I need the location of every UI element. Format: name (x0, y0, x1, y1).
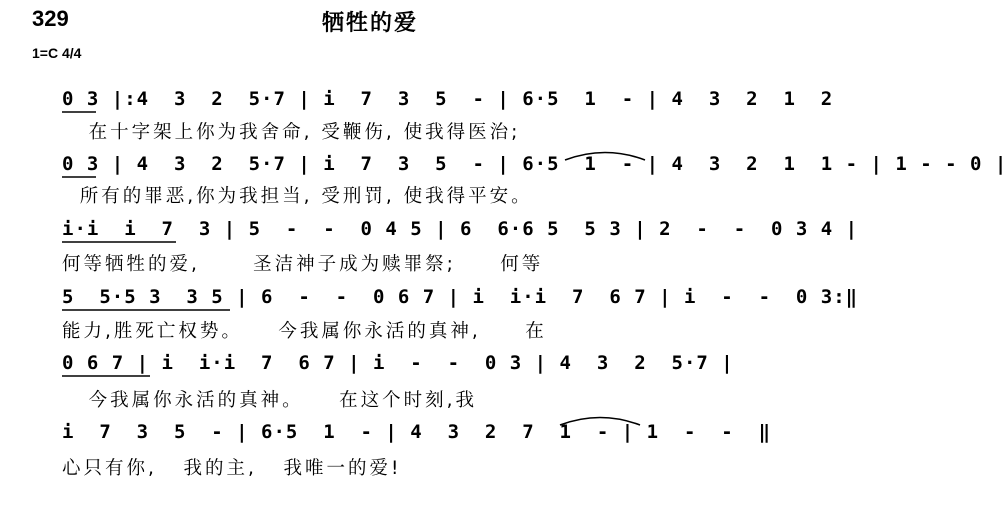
lyric-line-3: 何等牺牲的爱, 圣洁神子成为赎罪祭; 何等 (62, 254, 544, 275)
hymn-title: 牺牲的爱 (322, 11, 419, 36)
lyric-line-6: 心只有你, 我的主, 我唯一的爱! (62, 458, 402, 479)
tie-arc (565, 153, 645, 161)
notation-line-1: 0 3 |:4 3 2 5·7 | i 7 3 5 - | 6·5 1 - | 4 3 2 1 2 (62, 88, 834, 110)
lyric-line-4: 能力,胜死亡权势。 今我属你永活的真神, 在 (62, 321, 547, 342)
lyric-line-1: 在十字架上你为我舍命, 受鞭伤, 使我得医治; (62, 122, 521, 143)
key-signature: 1=C 4/4 (32, 45, 82, 61)
notation-line-4: 5 5·5 3 3 5 | 6 - - 0 6 7 | i i·i 7 6 7 | i - - 0 3:‖ (62, 286, 859, 308)
lyric-line-2: 所有的罪恶,你为我担当, 受刑罚, 使我得平安。 (62, 186, 533, 207)
notation-line-2: 0 3 | 4 3 2 5·7 | i 7 3 5 - | 6·5 1 - | 4 3 2 1 1 - | 1 - - 0 | (62, 153, 1007, 175)
notation-line-6: i 7 3 5 - | 6·5 1 - | 4 3 2 7 1 - | 1 - - ‖ (62, 421, 772, 443)
notation-line-3: i·i i 7 3 | 5 - - 0 4 5 | 6 6·6 5 5 3 | 2 - - 0 3 4 | (62, 218, 859, 240)
notation-line-5: 0 6 7 | i i·i 7 6 7 | i - - 0 3 | 4 3 2 5·7 | (62, 352, 734, 374)
lyric-line-5: 今我属你永活的真神。 在这个时刻,我 (62, 390, 478, 411)
tie-arc (560, 418, 640, 426)
hymn-number: 329 (32, 6, 69, 31)
